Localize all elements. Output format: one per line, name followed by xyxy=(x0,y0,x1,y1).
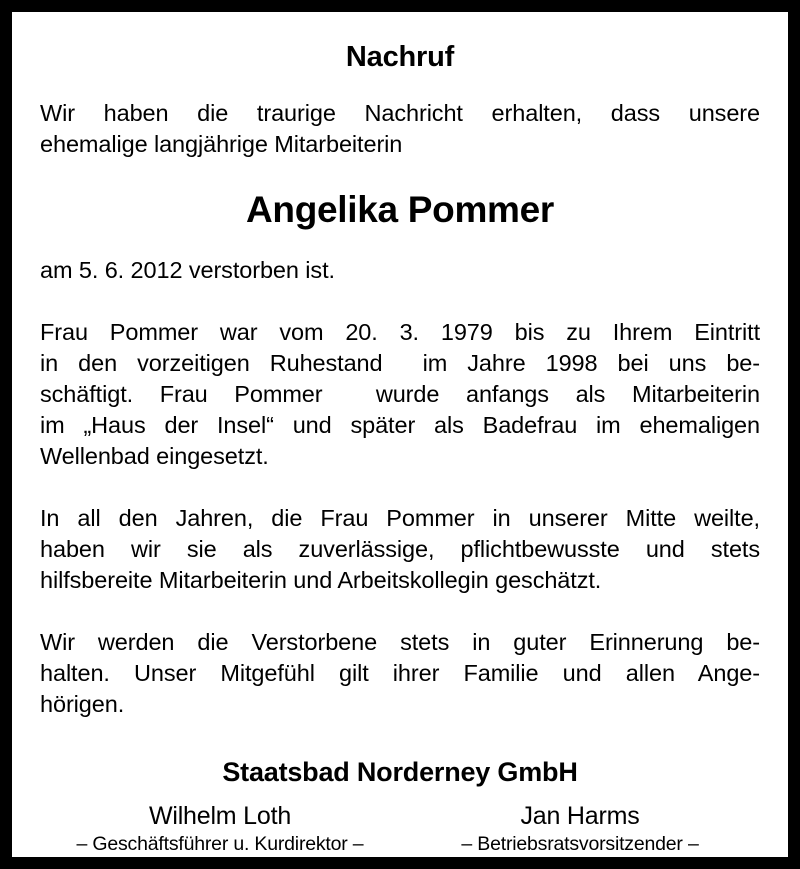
text-line: hörigen. xyxy=(40,690,125,717)
text-line: schäftigt. Frau Pommer wurde anfangs als Mitarbeiterin xyxy=(40,380,760,407)
text-line: haben wir sie als zuverlässige, pflichtbewusste und stets xyxy=(40,535,760,562)
intro-line-2: ehemalige langjährige Mitarbeiterin xyxy=(40,130,403,157)
intro-paragraph xyxy=(40,98,760,160)
signatory-role: – Betriebsratsvorsitzender – xyxy=(461,833,699,856)
paragraph-employment-history xyxy=(40,317,760,472)
text-line: Wellenbad eingesetzt. xyxy=(40,442,269,469)
paragraph-condolence xyxy=(40,627,760,720)
text-line: im „Haus der Insel“ und später als Badefrau im ehemaligen xyxy=(40,411,760,438)
intro-line-1: Wir haben die traurige Nachricht erhalten, dass unsere xyxy=(40,99,760,126)
text-line: in den vorzeitigen Ruhestand im Jahre 1998 bei uns be- xyxy=(40,349,760,376)
death-date-line: am 5. 6. 2012 verstorben ist. xyxy=(40,256,335,283)
notice-title: Nachruf xyxy=(345,41,455,73)
paragraph-appreciation xyxy=(40,503,760,596)
text-line: halten. Unser Mitgefühl gilt ihrer Familie und allen Ange- xyxy=(40,659,760,686)
signatory-name: Wilhelm Loth xyxy=(148,802,292,831)
signatory-2 xyxy=(400,801,760,857)
text-line: Frau Pommer war vom 20. 3. 1979 bis zu Ihrem Eintritt xyxy=(40,318,760,345)
signatory-role: – Geschäftsführer u. Kurdirektor – xyxy=(76,833,364,856)
text-line: hilfsbereite Mitarbeiterin und Arbeitskollegin geschätzt. xyxy=(40,566,602,593)
company-name: Staatsbad Norderney GmbH xyxy=(222,756,578,787)
signature-block xyxy=(40,801,760,857)
notice-content xyxy=(40,32,760,857)
deceased-name: Angelika Pommer xyxy=(245,188,555,230)
death-date-paragraph xyxy=(40,255,760,286)
text-line: In all den Jahren, die Frau Pommer in unserer Mitte weilte, xyxy=(40,504,760,531)
text-line: Wir werden die Verstorbene stets in guter Erinnerung be- xyxy=(40,628,760,655)
signatory-name: Jan Harms xyxy=(520,802,640,831)
signatory-1 xyxy=(40,801,400,857)
